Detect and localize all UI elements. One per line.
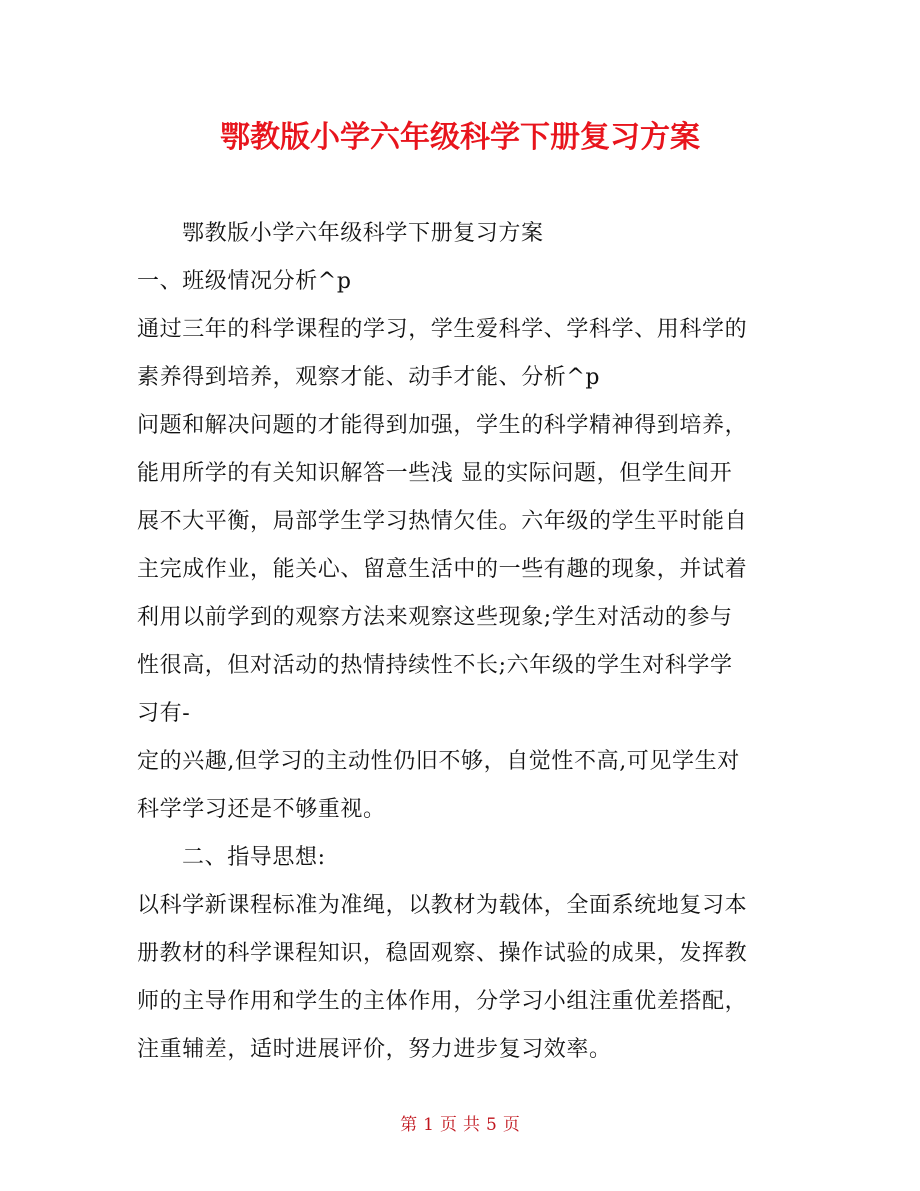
paragraph-line: 册教材的科学课程知识，稳固观察、操作试验的成果，发挥教 — [137, 941, 748, 966]
document-title: 鄂教版小学六年级科学下册复习方案 — [220, 120, 700, 155]
paragraph-line: 利用以前学到的观察方法来观察这些现象;学生对活动的参与 — [137, 605, 733, 630]
paragraph-line: 性很高，但对活动的热情持续性不长;六年级的学生对科学学 — [137, 653, 733, 678]
section-heading-guiding-ideas: 二、指导思想: — [182, 845, 326, 870]
paragraph-line: 主完成作业，能关心、留意生活中的一些有趣的现象，并试着 — [137, 557, 748, 582]
footer-total-word: 共 — [463, 1115, 480, 1135]
document-body — [137, 210, 787, 1074]
paragraph-line: 展不大平衡，局部学生学习热情欠佳。六年级的学生平时能自 — [137, 509, 748, 534]
page-footer — [0, 1113, 920, 1137]
paragraph-line: 素养得到培养，观察才能、动手才能、分析^p — [137, 365, 601, 390]
section-heading-class-analysis: 一、班级情况分析^p — [137, 269, 352, 294]
paragraph-line: 问题和解决问题的才能得到加强，学生的科学精神得到培养， — [137, 413, 748, 438]
subtitle-line: 鄂教版小学六年级科学下册复习方案 — [182, 221, 544, 246]
footer-suffix: 页 — [502, 1115, 520, 1135]
paragraph-line: 师的主导作用和学生的主体作用，分学习小组注重优差搭配， — [137, 989, 748, 1014]
paragraph-line: 注重辅差，适时进展评价，努力进步复习效率。 — [137, 1037, 612, 1062]
footer-prefix: 第 — [400, 1115, 418, 1135]
paragraph-line: 定的兴趣,但学习的主动性仍旧不够，自觉性不高,可见学生对 — [137, 749, 740, 774]
paragraph-line: 习有- — [137, 701, 191, 726]
footer-page-number: 1 — [423, 1115, 434, 1135]
paragraph-line: 通过三年的科学课程的学习，学生爱科学、学科学、用科学的 — [137, 317, 748, 342]
paragraph-line: 以科学新课程标准为准绳，以教材为载体，全面系统地复习本 — [137, 893, 748, 918]
footer-total-pages: 5 — [486, 1115, 497, 1135]
paragraph-line: 科学学习还是不够重视。 — [137, 797, 386, 822]
paragraph-line: 能用所学的有关知识解答一些浅 显的实际问题，但学生间开 — [137, 461, 733, 486]
footer-page-word: 页 — [440, 1115, 457, 1135]
